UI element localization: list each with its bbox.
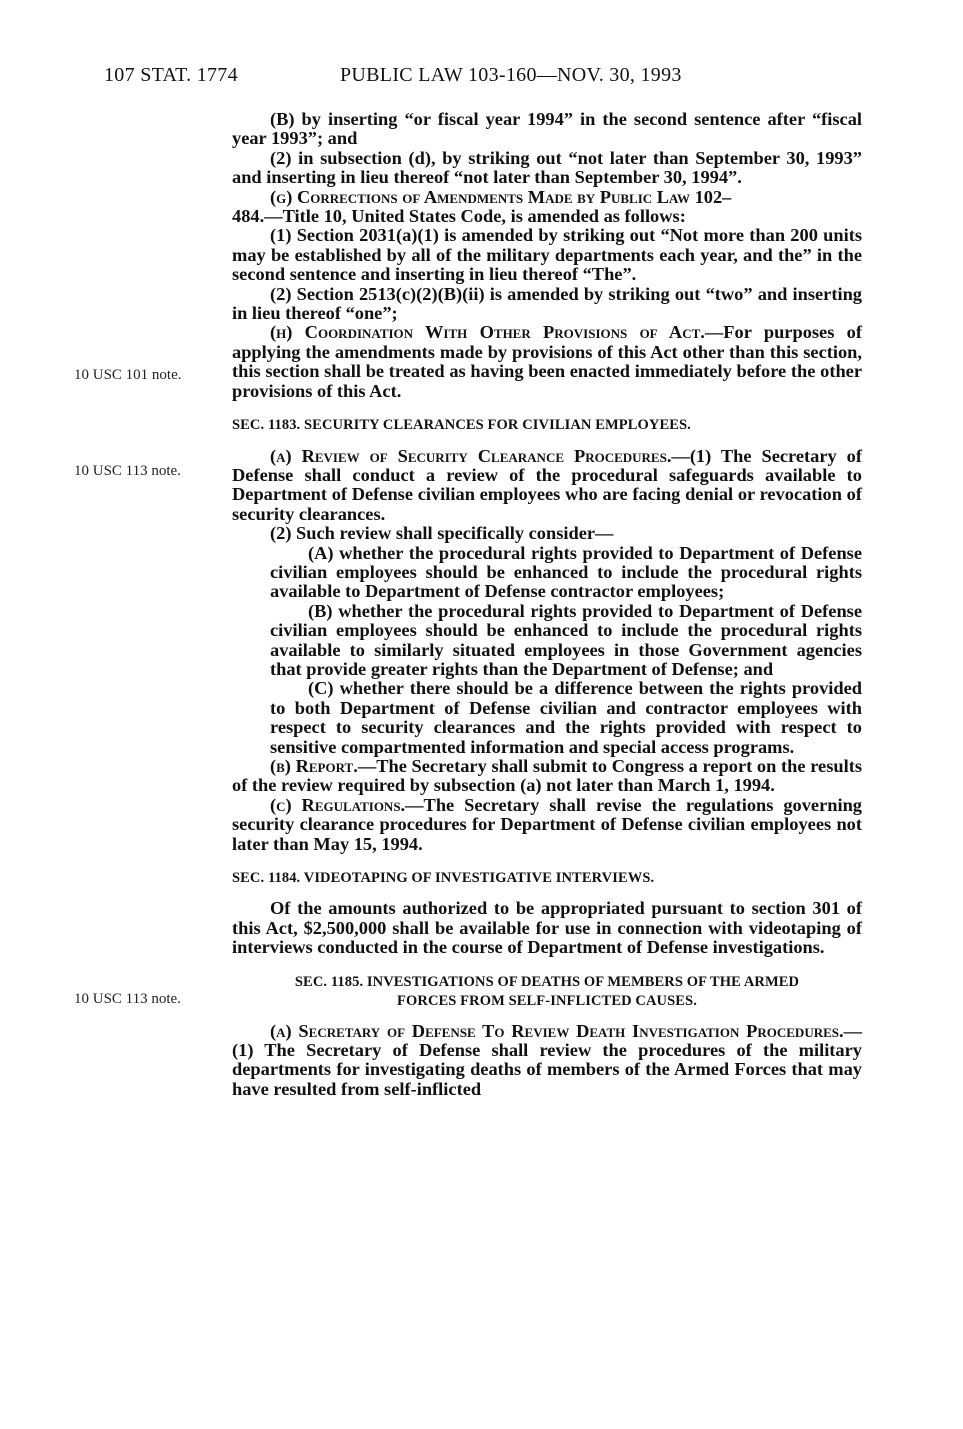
section-heading-line-2: FORCES FROM SELF-INFLICTED CAUSES.	[397, 992, 697, 1009]
subsection-heading: (h) Coordination With Other Provisions of Act.	[270, 322, 705, 343]
paragraph	[232, 323, 862, 401]
section-heading-1185	[232, 973, 862, 1011]
paragraph: (B) whether the procedural rights provided to Department of Defense civilian employees should be enhanced to include the procedural rights available to similarly situated employees in those Government agencies that provide greater rights than the Department of Defense; and	[270, 600, 862, 679]
margin-note-3: 10 USC 113 note.	[74, 991, 181, 1007]
subsection-heading: (a) Review of Security Clearance Procedures.	[270, 445, 672, 466]
paragraph-text: —(1) The Secretary of Defense shall review the procedures of the military departments for investigating deaths of members of the Armed Forces that may have resulted from self-inflicted	[232, 1020, 862, 1099]
paragraph-text: —For purposes of applying the amendments made by provisions of this Act other than this section, this section shall be treated as having been enacted immediately before the other provisions of this Act.	[232, 322, 862, 401]
paragraph: (2) Section 2513(c)(2)(B)(ii) is amended by striking out “two” and inserting in lieu thereof “one”;	[232, 283, 862, 324]
paragraph-text: —(1) The Secretary of Defense shall conduct a review of the procedural safeguards available to Department of Defense civilian employees who are facing denial or revocation of security clearances.	[232, 445, 862, 524]
paragraph: (2) in subsection (d), by striking out “not later than September 30, 1993” and inserting in lieu thereof “not later than September 30, 1994”.	[232, 147, 862, 188]
paragraph: (A) whether the procedural rights provided to Department of Defense civilian employees should be enhanced to include the procedural rights available to Department of Defense contractor employees;	[270, 542, 862, 602]
paragraph	[232, 188, 862, 207]
subsection-heading: (c) Regulations.	[270, 794, 406, 815]
subsection-heading: (g) Corrections of Amendments Made by Public Law 102–	[270, 186, 732, 207]
paragraph: (1) Section 2031(a)(1) is amended by striking out “Not more than 200 units may be established by all of the military departments each year, and the” in the second sentence and inserting in lieu thereof “The”.	[232, 225, 862, 285]
subsection-heading: (a) Secretary of Defense To Review Death Investigation Procedures.	[270, 1020, 844, 1041]
paragraph	[232, 757, 862, 796]
paragraph: (2) Such review shall specifically consider—	[270, 523, 614, 544]
section-heading-line-1: SEC. 1185. INVESTIGATIONS OF DEATHS OF MEMBERS OF THE ARMED	[294, 973, 800, 990]
law-title: PUBLIC LAW 103-160—NOV. 30, 1993	[340, 64, 682, 86]
stat-reference: 107 STAT. 1774	[104, 64, 238, 86]
paragraph: (C) whether there should be a difference between the rights provided to both Department of Defense civilian and contractor employees with respect to security clearances and the rights provided with respect to sensitive compartmented information and special access programs.	[270, 678, 862, 757]
paragraph-text: —The Secretary shall revise the regulations governing security clearance procedures for Department of Defense civilian employees not later than May 15, 1994.	[232, 794, 863, 854]
paragraph: 484.—Title 10, United States Code, is amended as follows:	[232, 206, 686, 227]
margin-note-1: 10 USC 101 note.	[74, 367, 182, 383]
paragraph: Of the amounts authorized to be appropriated pursuant to section 301 of this Act, $2,500,000 shall be available for use in connection with videotaping of interviews conducted in the course of Department of Defense investigations.	[232, 898, 862, 958]
paragraph-text: —The Secretary shall submit to Congress a report on the results of the review required by subsection (a) not later than March 1, 1994.	[232, 756, 862, 796]
section-heading-1184: SEC. 1184. VIDEOTAPING OF INVESTIGATIVE INTERVIEWS.	[232, 870, 655, 887]
body-text	[232, 110, 862, 1099]
paragraph	[232, 1022, 862, 1100]
paragraph: (B) by inserting “or fiscal year 1994” in the second sentence after “fiscal year 1993”; and	[232, 109, 862, 149]
paragraph	[232, 796, 862, 854]
subsection-heading: (b) Report.	[270, 756, 358, 776]
paragraph	[232, 447, 862, 525]
section-heading-1183: SEC. 1183. SECURITY CLEARANCES FOR CIVILIAN EMPLOYEES.	[232, 417, 691, 434]
margin-note-2: 10 USC 113 note.	[74, 463, 181, 479]
